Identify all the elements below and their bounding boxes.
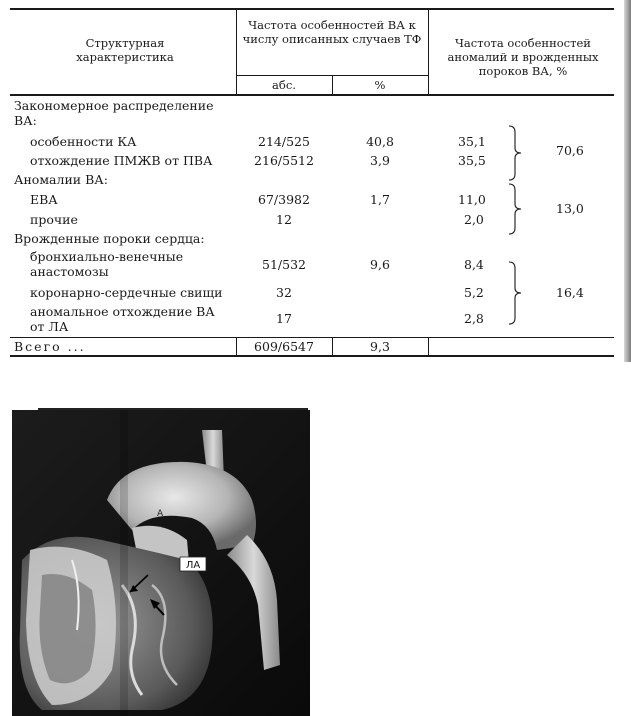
row-anomaly-percent: 11,0 bbox=[458, 192, 486, 207]
header-bottom-rule bbox=[10, 94, 614, 96]
label-aorta: А bbox=[157, 509, 164, 519]
row-anomaly-percent: 35,1 bbox=[458, 134, 486, 149]
col-divider-1 bbox=[236, 9, 237, 95]
row-label: ВА: bbox=[14, 113, 37, 128]
total-divider-1 bbox=[236, 338, 237, 355]
row-label: отхождение ПМЖВ от ПВА bbox=[30, 153, 213, 168]
row-percent: 1,7 bbox=[370, 192, 390, 207]
row-anomaly-percent: 35,5 bbox=[458, 153, 486, 168]
header-percent: % bbox=[374, 78, 386, 92]
row-percent: 40,8 bbox=[366, 134, 394, 149]
row-label: ЕВА bbox=[30, 192, 58, 207]
total-divider-3 bbox=[428, 338, 429, 355]
total-abs: 609/6547 bbox=[254, 339, 314, 354]
row-label: анастомозы bbox=[30, 264, 109, 279]
total-top-rule bbox=[10, 337, 614, 338]
row-anomaly-percent: 2,8 bbox=[464, 311, 484, 326]
row-abs: 67/3982 bbox=[258, 192, 310, 207]
header-abs: абс. bbox=[272, 78, 296, 92]
brace-group-3 bbox=[505, 260, 527, 326]
row-label: Аномалии ВА: bbox=[14, 172, 108, 187]
total-percent: 9,3 bbox=[370, 339, 390, 354]
heart-specimen-photo bbox=[12, 410, 310, 716]
group-total-2: 13,0 bbox=[556, 201, 584, 216]
row-label: прочие bbox=[30, 212, 78, 227]
row-abs: 214/525 bbox=[258, 134, 310, 149]
group-total-1: 70,6 bbox=[556, 143, 584, 158]
header-frequency-tf: Частота особенностей ВА к числу описанных случаев ТФ bbox=[242, 18, 422, 46]
total-label: Всего ... bbox=[14, 339, 86, 354]
brace-group-1 bbox=[505, 124, 527, 182]
scan-edge bbox=[624, 0, 631, 362]
row-label: коронарно-сердечные свищи bbox=[30, 285, 223, 300]
label-pulmonary-artery: ЛА bbox=[185, 560, 201, 571]
brace-group-2 bbox=[505, 182, 527, 236]
row-label: от ЛА bbox=[30, 319, 69, 334]
row-anomaly-percent: 2,0 bbox=[464, 212, 484, 227]
row-abs: 32 bbox=[276, 285, 292, 300]
row-anomaly-percent: 5,2 bbox=[464, 285, 484, 300]
header-structure: Структурная характеристика bbox=[76, 36, 174, 64]
statistics-table bbox=[0, 0, 624, 362]
row-abs: 51/532 bbox=[262, 257, 306, 272]
col-divider-3 bbox=[428, 9, 429, 95]
row-label: особенности КА bbox=[30, 134, 137, 149]
table-bottom-rule bbox=[10, 355, 614, 357]
table-top-rule bbox=[10, 8, 614, 10]
row-percent: 3,9 bbox=[370, 153, 390, 168]
heart-specimen-image bbox=[12, 410, 310, 716]
col-divider-2 bbox=[332, 76, 333, 95]
row-abs: 216/5512 bbox=[254, 153, 314, 168]
row-label: Врожденные пороки сердца: bbox=[14, 231, 205, 246]
row-anomaly-percent: 8,4 bbox=[464, 257, 484, 272]
row-label: бронхиально-венечные bbox=[30, 249, 184, 264]
row-label: Закономерное распределение bbox=[14, 98, 214, 113]
row-abs: 17 bbox=[276, 311, 292, 326]
header-frequency-anomalies: Частота особенностей аномалий и врожденных пороков ВА, % bbox=[447, 36, 599, 78]
row-label: аномальное отхождение ВА bbox=[30, 304, 215, 319]
row-abs: 12 bbox=[276, 212, 292, 227]
row-percent: 9,6 bbox=[370, 257, 390, 272]
group-total-3: 16,4 bbox=[556, 285, 584, 300]
total-divider-2 bbox=[332, 338, 333, 355]
